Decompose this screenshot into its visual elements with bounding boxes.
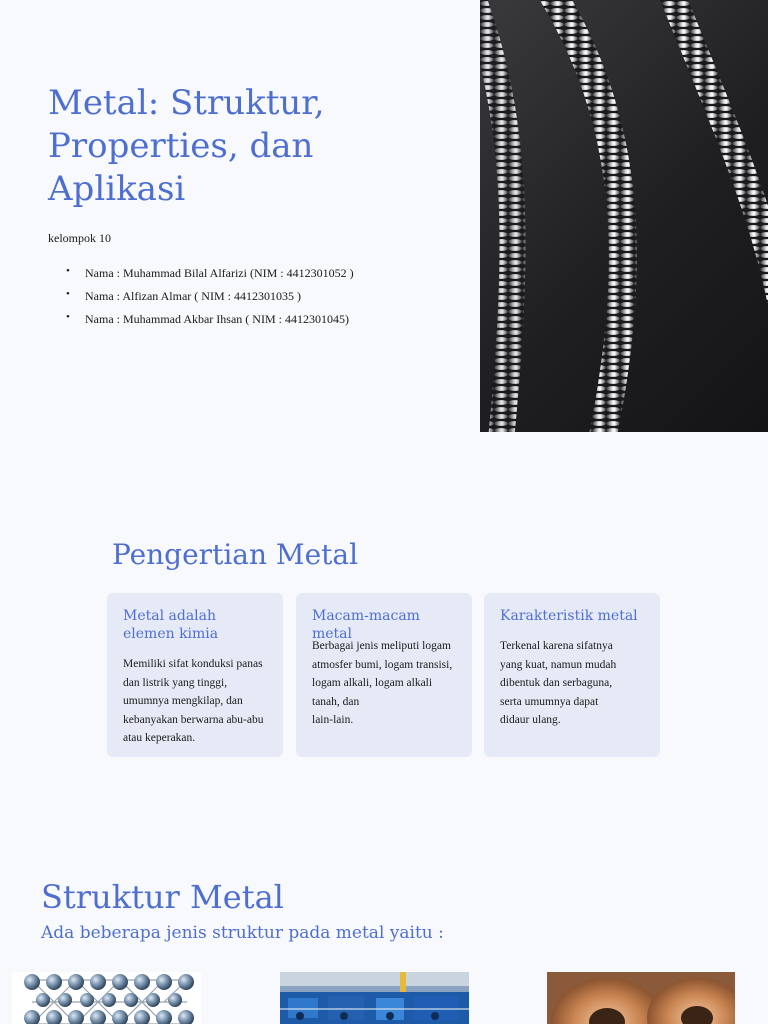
member-name: Nama : Muhammad Bilal Alfarizi (NIM : 4412301052 ) [85, 266, 354, 280]
types-card [296, 593, 472, 757]
struktur-heading: Struktur Metal [41, 878, 284, 916]
card-title: Macam-macam metal [312, 608, 420, 642]
characteristics-card [484, 593, 660, 757]
card-title: Karakteristik metal [500, 608, 638, 624]
member-item [66, 308, 354, 331]
copper-coils-image [547, 972, 735, 1024]
bullet-icon: • [66, 288, 70, 300]
metal-springs-image [480, 0, 768, 432]
member-name: Nama : Muhammad Akbar Ihsan ( NIM : 4412301045) [85, 312, 349, 326]
card-body: Berbagai jenis meliputi logam atmosfer bumi, logam transisi, logam alkali, logam alkali tanah, dan lain-lain. [312, 640, 453, 726]
group-label: kelompok 10 [48, 231, 111, 245]
member-list [66, 262, 354, 331]
definition-card [107, 593, 283, 757]
struktur-subtitle: Ada beberapa jenis struktur pada metal yaitu : [41, 923, 444, 943]
crystal-lattice-image [12, 972, 201, 1024]
card-title: Metal adalah elemen kimia [123, 608, 219, 642]
lattice-illustration [12, 972, 201, 1024]
member-name: Nama : Alfizan Almar ( NIM : 4412301035 ) [85, 289, 301, 303]
springs-illustration [480, 0, 768, 432]
member-item [66, 285, 354, 308]
member-item [66, 262, 354, 285]
bullet-icon: • [66, 311, 70, 323]
bullet-icon: • [66, 265, 70, 277]
card-body: Memiliki sifat konduksi panas dan listrik yang tinggi, umumnya mengkilap, dan kebanyakan berwarna abu-abu atau keperakan. [123, 658, 264, 744]
factory-machinery-image [280, 972, 469, 1024]
machinery-illustration [280, 972, 469, 1024]
card-body: Terkenal karena sifatnya yang kuat, namun mudah dibentuk dan serbaguna, serta umumnya dapat didaur ulang. [500, 640, 617, 726]
presentation-title: Metal: Struktur, Properties, dan Aplikasi [48, 83, 325, 209]
pengertian-heading: Pengertian Metal [112, 538, 359, 571]
copper-illustration [547, 972, 735, 1024]
